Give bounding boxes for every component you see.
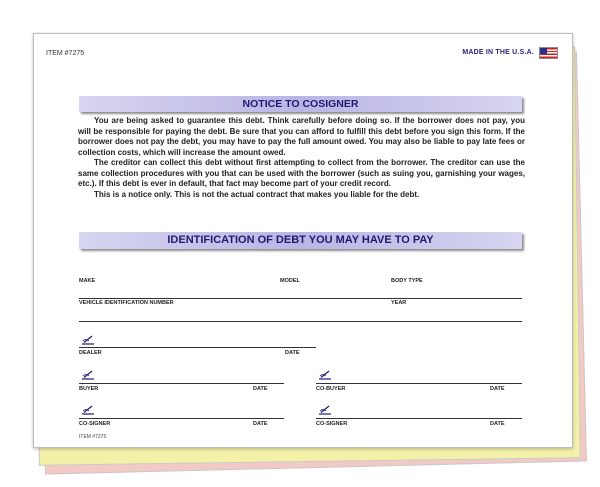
dealer-label: DEALER: [79, 350, 102, 356]
year-label: YEAR: [391, 300, 407, 306]
notice-paragraph: The creditor can collect this debt without first attempting to collect from the borrower. The creditor can use the same collection procedures with you that can be used with the borrower (such as suing you, garnishing your wages, etc.). If this debt is ever in default, that fact may become part of your credit record.: [78, 158, 525, 188]
co-signer-2-signature-line[interactable]: [316, 418, 522, 419]
co-buyer-signature-line[interactable]: [316, 383, 522, 384]
co-signer-label: CO-SIGNER: [79, 421, 111, 427]
vin-label: VEHICLE IDENTIFICATION NUMBER: [79, 300, 174, 306]
co-signer-2-date-label: DATE: [490, 421, 505, 427]
notice-paragraph: This is a notice only. This is not the actual contract that makes you liable for the debt.: [94, 189, 420, 199]
buyer-label: BUYER: [79, 386, 99, 392]
co-buyer-label: CO-BUYER: [316, 386, 346, 392]
identification-title-banner: IDENTIFICATION OF DEBT YOU MAY HAVE TO PAY: [79, 232, 522, 249]
model-label: MODEL: [280, 278, 300, 284]
make-label: MAKE: [79, 278, 96, 284]
make-model-body-line[interactable]: [79, 298, 522, 299]
co-signer-2-label: CO-SIGNER: [316, 421, 348, 427]
made-in-usa-label: MADE IN THE U.S.A.: [462, 49, 534, 56]
dealer-signature-line[interactable]: [79, 347, 316, 348]
signature-pen-icon: [81, 405, 95, 415]
body-type-label: BODY TYPE: [391, 278, 423, 284]
notice-title-banner: NOTICE TO COSIGNER: [79, 96, 522, 112]
vin-year-line[interactable]: [79, 321, 522, 322]
item-number-bottom: ITEM #7275: [79, 434, 107, 440]
signature-pen-icon: [318, 405, 332, 415]
cosigner-form-sheet: [33, 33, 573, 448]
notice-paragraph: You are being asked to guarantee this debt. Think carefully before doing so. If the borrower does not pay, you will be responsible for paying the debt. Be sure that you can afford to fulfill this debt before you sign this form. If the borrower does not pay the debt, you may have to pay the full amount owed. You may also be liable to pay late fees or collection costs, which will increase the amount owed.: [78, 116, 525, 157]
co-signer-date-label: DATE: [253, 421, 268, 427]
signature-pen-icon: [81, 370, 95, 380]
signature-pen-icon: [81, 335, 95, 345]
notice-body: [78, 116, 525, 200]
signature-pen-icon: [318, 370, 332, 380]
dealer-date-label: DATE: [285, 350, 300, 356]
us-flag-icon: [539, 47, 558, 59]
item-number-top: ITEM #7275: [46, 50, 85, 57]
co-buyer-date-label: DATE: [490, 386, 505, 392]
co-signer-signature-line[interactable]: [79, 418, 284, 419]
buyer-signature-line[interactable]: [79, 383, 284, 384]
buyer-date-label: DATE: [253, 386, 268, 392]
